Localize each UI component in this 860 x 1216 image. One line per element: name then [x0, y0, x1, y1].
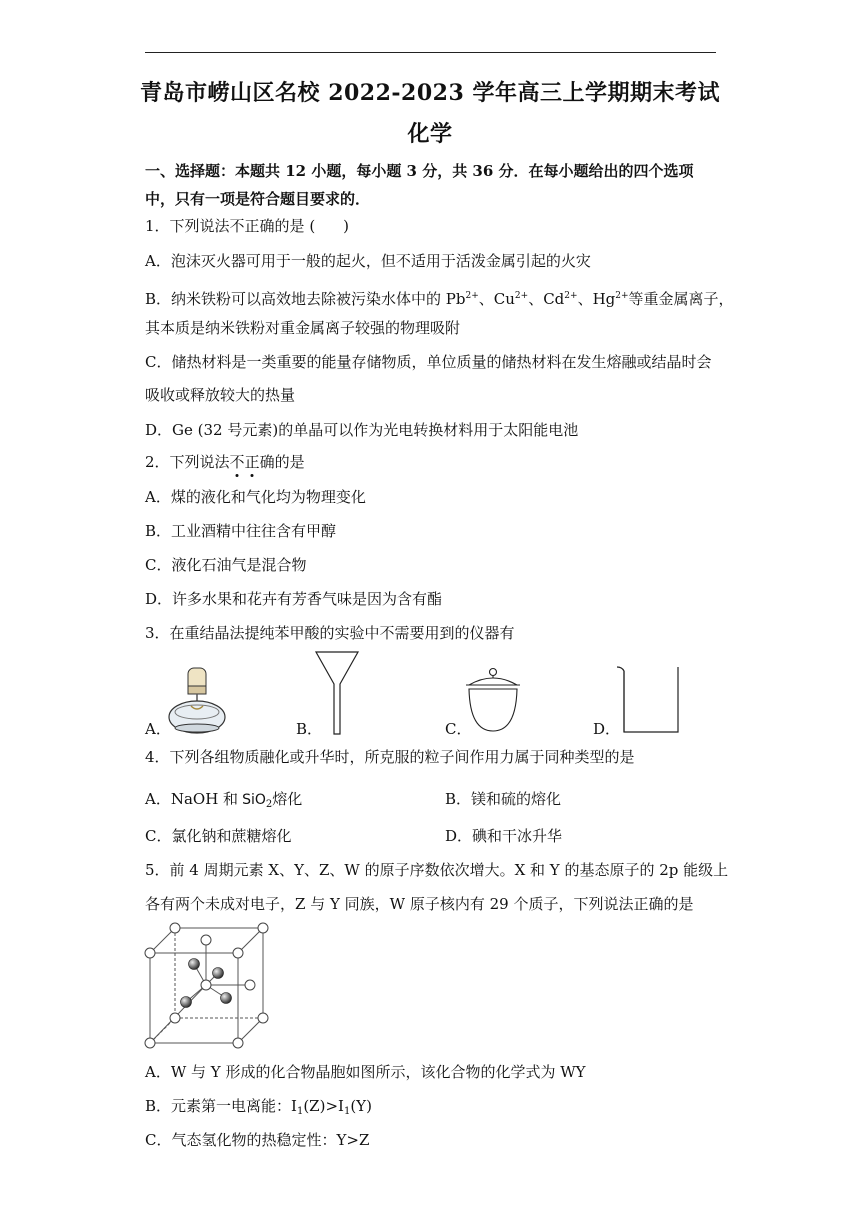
q2-option-c: C．液化石油气是混合物	[145, 556, 307, 574]
q2-option-d: D．许多水果和花卉有芳香气味是因为含有酯	[145, 590, 443, 608]
header-rule	[145, 52, 716, 53]
q1-option-b: B．纳米铁粉可以高效地去除被污染水体中的 $Pb^{2+}$、$Cu^{2+}$、$Cd^{2+}$、$Hg^{2+}$等重金属离子，	[145, 290, 734, 308]
q5-stem: 5．前 4 周期元素 X、Y、Z、W 的原子序数依次增大。X 和 Y 的基态原子的 2p 能级上	[145, 861, 729, 879]
q5-option-b: B．元素第一电离能：$I_1(Z)>I_1(Y)$	[145, 1097, 372, 1117]
q1-option-d: D．Ge (32 号元素)的单晶可以作为光电转换材料用于太阳能电池	[145, 421, 579, 439]
q1-option-a: A．泡沫灭火器可用于一般的起火，但不适用于活泼金属引起的火灾	[145, 252, 591, 270]
q5-option-c: C．气态氢化物的热稳定性：Y>Z	[145, 1131, 370, 1149]
q1-option-c-cont: 吸收或释放较大的热量	[145, 386, 296, 404]
exam-title: 青岛市崂山区名校 2022-2023 学年高三上学期期末考试	[140, 80, 720, 106]
q4-option-b: B．镁和硫的熔化	[445, 790, 562, 808]
q2-stem: 2．下列说法不正确的是	[145, 453, 305, 471]
q1-option-c: C．储热材料是一类重要的能量存储物质，单位质量的储热材料在发生熔融或结晶时会	[145, 353, 712, 371]
q4-option-d: D．碘和干冰升华	[445, 827, 563, 845]
q4-option-c: C．氯化钠和蔗糖熔化	[145, 827, 292, 845]
q3-option-a: A．	[145, 720, 171, 738]
q2-option-a: A．煤的液化和气化均为物理变化	[145, 488, 366, 506]
crucible-with-lid-icon	[464, 667, 522, 735]
q5-stem-cont: 各有两个未成对电子，Z 与 Y 同族，W 原子核内有 29 个质子，下列说法正确的是	[145, 895, 694, 913]
q3-option-b: B．	[296, 720, 323, 738]
q5-option-a: A．W 与 Y 形成的化合物晶胞如图所示，该化合物的化学式为 WY	[145, 1063, 586, 1081]
alcohol-lamp-icon	[164, 662, 230, 734]
q2-option-b: B．工业酒精中往往含有甲醇	[145, 522, 337, 540]
subject-title: 化学	[407, 121, 453, 147]
q3-option-c: C．	[445, 720, 472, 738]
q3-option-d: D．	[593, 720, 621, 738]
q1-option-b-cont: 其本质是纳米铁粉对重金属离子较强的物理吸附	[145, 319, 461, 337]
crystal-cell-diagram	[140, 918, 270, 1052]
q3-stem: 3．在重结晶法提纯苯甲酸的实验中不需要用到的仪器有	[145, 624, 515, 642]
q4-stem: 4．下列各组物质融化或升华时，所克服的粒子间作用力属于同种类型的是	[145, 748, 635, 766]
beaker-icon	[614, 662, 682, 736]
section-instructions: 一、选择题：本题共 12 小题，每小题 3 分，共 36 分．在每小题给出的四个选项中，只有一项是符合题目要求的．	[145, 162, 694, 208]
funnel-icon	[312, 650, 362, 736]
q4-option-a: A．NaOH 和 SiO$_2$熔化	[145, 790, 303, 810]
q1-stem: 1．下列说法不正确的是 ( )	[145, 217, 350, 235]
